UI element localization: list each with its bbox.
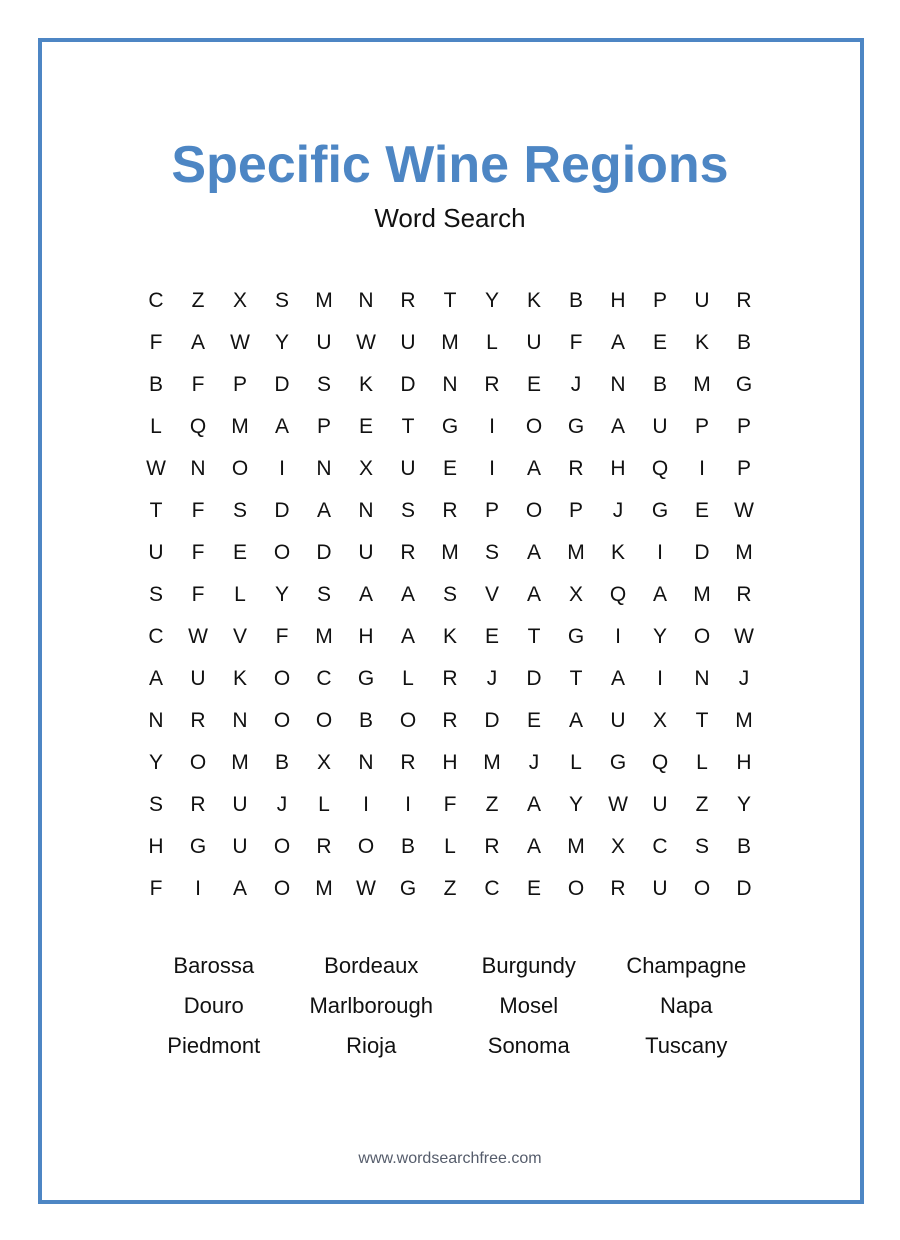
page-subtitle: Word Search — [374, 203, 526, 233]
grid-cell[interactable]: Y — [274, 583, 289, 606]
grid-cell[interactable]: Y — [274, 331, 289, 354]
grid-cell[interactable]: A — [610, 331, 625, 354]
grid-cell[interactable]: N — [358, 289, 374, 312]
grid-cell[interactable]: E — [526, 709, 541, 732]
grid-cell[interactable]: C — [484, 877, 500, 900]
grid-cell[interactable]: Y — [148, 751, 163, 774]
grid-cell[interactable]: N — [358, 499, 374, 522]
grid-cell[interactable]: L — [486, 331, 498, 354]
grid-cell[interactable]: S — [316, 373, 331, 396]
grid-cell[interactable]: Y — [568, 793, 583, 816]
grid-cell[interactable]: X — [358, 457, 373, 480]
grid-cell[interactable]: R — [442, 667, 458, 690]
grid-cell[interactable]: F — [443, 793, 457, 816]
grid-cell[interactable]: P — [568, 499, 583, 522]
grid-cell[interactable]: U — [526, 331, 542, 354]
grid-cell[interactable]: C — [652, 835, 668, 858]
grid-cell[interactable]: J — [528, 751, 540, 774]
word-list-item: Mosel — [499, 993, 559, 1018]
grid-cell[interactable]: E — [442, 457, 457, 480]
grid-cell[interactable]: G — [567, 625, 585, 648]
grid-cell[interactable]: N — [358, 751, 374, 774]
grid-cell[interactable]: M — [231, 751, 249, 774]
grid-cell[interactable]: N — [694, 667, 710, 690]
grid-cell[interactable]: H — [148, 835, 164, 858]
grid-cell[interactable]: G — [399, 877, 417, 900]
grid-cell[interactable]: I — [489, 457, 495, 480]
grid-cell[interactable]: U — [190, 667, 206, 690]
grid-cell[interactable]: W — [230, 331, 250, 354]
grid-cell[interactable]: C — [148, 289, 164, 312]
grid-cell[interactable]: M — [441, 541, 459, 564]
grid-cell[interactable]: Q — [189, 415, 207, 438]
grid-cell[interactable]: G — [567, 415, 585, 438]
grid-cell[interactable]: S — [484, 541, 499, 564]
grid-cell[interactable]: U — [400, 457, 416, 480]
grid-cell[interactable]: S — [316, 583, 331, 606]
grid-cell[interactable]: F — [191, 499, 205, 522]
grid-cell[interactable]: U — [610, 709, 626, 732]
grid-cell[interactable]: J — [276, 793, 288, 816]
grid-cell[interactable]: W — [146, 457, 166, 480]
grid-cell[interactable]: D — [484, 709, 500, 732]
grid-cell[interactable]: K — [694, 331, 709, 354]
grid-cell[interactable]: S — [148, 793, 163, 816]
grid-cell[interactable]: X — [610, 835, 625, 858]
grid-cell[interactable]: C — [148, 625, 164, 648]
grid-cell[interactable]: E — [232, 541, 247, 564]
grid-cell[interactable]: A — [190, 331, 205, 354]
grid-cell[interactable]: I — [279, 457, 285, 480]
grid-row — [135, 784, 765, 826]
grid-cell[interactable]: W — [608, 793, 628, 816]
grid-cell[interactable]: T — [149, 499, 163, 522]
grid-cell[interactable]: A — [148, 667, 163, 690]
grid-cell[interactable]: E — [694, 499, 709, 522]
grid-cell[interactable]: H — [610, 289, 626, 312]
grid-cell[interactable]: B — [148, 373, 163, 396]
grid-cell[interactable]: U — [358, 541, 374, 564]
grid-cell[interactable]: B — [400, 835, 415, 858]
grid-cell[interactable]: L — [234, 583, 246, 606]
grid-cell[interactable]: O — [273, 877, 291, 900]
grid-cell[interactable]: A — [652, 583, 667, 606]
grid-cell[interactable]: C — [316, 667, 332, 690]
grid-cell[interactable]: S — [694, 835, 709, 858]
grid-cell[interactable]: D — [274, 373, 290, 396]
grid-cell[interactable]: M — [693, 373, 711, 396]
grid-cell[interactable]: V — [232, 625, 247, 648]
grid-cell[interactable]: S — [148, 583, 163, 606]
grid-cell[interactable]: H — [610, 457, 626, 480]
grid-cell[interactable]: U — [148, 541, 164, 564]
grid-cell[interactable]: D — [316, 541, 332, 564]
grid-cell[interactable]: N — [190, 457, 206, 480]
grid-cell[interactable]: I — [657, 667, 663, 690]
grid-cell[interactable]: I — [657, 541, 663, 564]
grid-cell[interactable]: G — [609, 751, 627, 774]
grid-cell[interactable]: A — [526, 793, 541, 816]
grid-cell[interactable]: H — [358, 625, 374, 648]
grid-cell[interactable]: E — [358, 415, 373, 438]
grid-row — [135, 280, 765, 322]
grid-cell[interactable]: B — [274, 751, 289, 774]
grid-cell[interactable]: M — [693, 583, 711, 606]
word-list-item: Burgundy — [481, 953, 576, 978]
grid-cell[interactable]: O — [273, 709, 291, 732]
grid-cell[interactable]: H — [442, 751, 458, 774]
grid-cell[interactable]: P — [694, 415, 709, 438]
grid-cell[interactable]: Z — [695, 793, 709, 816]
grid-cell[interactable]: O — [399, 709, 417, 732]
grid-cell[interactable]: A — [400, 583, 415, 606]
grid-cell[interactable]: O — [693, 625, 711, 648]
grid-cell[interactable]: A — [526, 835, 541, 858]
grid-cell[interactable]: Y — [652, 625, 667, 648]
grid-cell[interactable]: A — [526, 457, 541, 480]
grid-cell[interactable]: P — [316, 415, 331, 438]
grid-cell[interactable]: K — [442, 625, 457, 648]
grid-cell[interactable]: P — [652, 289, 667, 312]
grid-cell[interactable]: Y — [484, 289, 499, 312]
grid-cell[interactable]: B — [736, 331, 751, 354]
grid-cell[interactable]: D — [694, 541, 710, 564]
grid-cell[interactable]: U — [694, 289, 710, 312]
grid-cell[interactable]: K — [232, 667, 247, 690]
grid-cell[interactable]: U — [652, 793, 668, 816]
grid-cell[interactable]: A — [274, 415, 289, 438]
word-list-item: Champagne — [626, 953, 747, 978]
grid-cell[interactable]: Z — [191, 289, 205, 312]
grid-cell[interactable]: I — [699, 457, 705, 480]
grid-cell[interactable]: F — [191, 583, 205, 606]
grid-cell[interactable]: Y — [736, 793, 751, 816]
word-list-item: Napa — [659, 993, 713, 1018]
grid-cell[interactable]: F — [275, 625, 289, 648]
grid-cell[interactable]: W — [734, 625, 754, 648]
footer-url[interactable]: www.wordsearchfree.com — [358, 1150, 542, 1167]
grid-cell[interactable]: F — [569, 331, 583, 354]
grid-cell[interactable]: M — [483, 751, 501, 774]
grid-cell[interactable]: F — [149, 331, 163, 354]
grid-cell[interactable]: P — [484, 499, 499, 522]
word-list-item: Bordeaux — [324, 953, 419, 978]
grid-cell[interactable]: O — [693, 877, 711, 900]
grid-cell[interactable]: G — [651, 499, 669, 522]
grid-cell[interactable]: A — [526, 583, 541, 606]
grid-cell[interactable]: A — [568, 709, 583, 732]
grid-cell[interactable]: E — [652, 331, 667, 354]
grid-cell[interactable]: A — [526, 541, 541, 564]
grid-row — [135, 700, 765, 742]
grid-cell[interactable]: U — [232, 793, 248, 816]
grid-cell[interactable]: X — [232, 289, 247, 312]
grid-cell[interactable]: M — [315, 289, 333, 312]
grid-cell[interactable]: I — [405, 793, 411, 816]
grid-cell[interactable]: T — [695, 709, 709, 732]
grid-cell[interactable]: M — [315, 877, 333, 900]
grid-cell[interactable]: A — [316, 499, 331, 522]
grid-cell[interactable]: L — [696, 751, 708, 774]
grid-cell[interactable]: N — [148, 709, 164, 732]
grid-cell[interactable]: T — [401, 415, 415, 438]
grid-cell[interactable]: M — [231, 415, 249, 438]
grid-cell[interactable]: R — [400, 289, 416, 312]
grid-cell[interactable]: N — [610, 373, 626, 396]
grid-cell[interactable]: Q — [651, 457, 669, 480]
grid-row — [135, 322, 765, 364]
grid-row — [135, 616, 765, 658]
grid-row — [135, 658, 765, 700]
grid-row — [135, 364, 765, 406]
grid-cell[interactable]: R — [400, 751, 416, 774]
grid-cell[interactable]: U — [652, 877, 668, 900]
grid-cell[interactable]: O — [315, 709, 333, 732]
grid-cell[interactable]: R — [442, 709, 458, 732]
grid-cell[interactable]: N — [232, 709, 248, 732]
grid-cell[interactable]: F — [149, 877, 163, 900]
grid-cell[interactable]: K — [526, 289, 541, 312]
grid-cell[interactable]: Z — [443, 877, 457, 900]
grid-cell[interactable]: O — [567, 877, 585, 900]
grid-cell[interactable]: O — [273, 835, 291, 858]
grid-cell[interactable]: B — [652, 373, 667, 396]
grid-cell[interactable]: S — [232, 499, 247, 522]
word-list-item: Piedmont — [167, 1033, 261, 1058]
grid-cell[interactable]: W — [734, 499, 754, 522]
grid-cell[interactable]: L — [150, 415, 162, 438]
grid-cell[interactable]: M — [735, 541, 753, 564]
grid-cell[interactable]: O — [273, 667, 291, 690]
grid-cell[interactable]: X — [316, 751, 331, 774]
word-list — [135, 950, 765, 1061]
word-list-item: Douro — [183, 993, 244, 1018]
grid-cell[interactable]: M — [567, 541, 585, 564]
grid-cell[interactable]: Q — [651, 751, 669, 774]
grid-cell[interactable]: D — [736, 877, 752, 900]
word-list-item: Rioja — [346, 1033, 397, 1058]
grid-cell[interactable]: U — [316, 331, 332, 354]
grid-cell[interactable]: A — [232, 877, 247, 900]
grid-cell[interactable]: I — [615, 625, 621, 648]
grid-cell[interactable]: L — [570, 751, 582, 774]
grid-cell[interactable]: N — [442, 373, 458, 396]
grid-cell[interactable]: A — [358, 583, 373, 606]
grid-row — [135, 532, 765, 574]
grid-cell[interactable]: J — [612, 499, 624, 522]
grid-cell[interactable]: M — [315, 625, 333, 648]
grid-cell[interactable]: W — [188, 625, 208, 648]
grid-cell[interactable]: P — [232, 373, 247, 396]
grid-cell[interactable]: A — [610, 415, 625, 438]
grid-cell[interactable]: R — [442, 499, 458, 522]
grid-cell[interactable]: U — [652, 415, 668, 438]
grid-cell[interactable]: R — [610, 877, 626, 900]
grid-cell[interactable]: D — [526, 667, 542, 690]
grid-cell[interactable]: S — [442, 583, 457, 606]
grid-cell[interactable]: R — [400, 541, 416, 564]
grid-cell[interactable]: O — [357, 835, 375, 858]
grid-row — [135, 826, 765, 868]
grid-cell[interactable]: R — [568, 457, 584, 480]
grid-cell[interactable]: A — [400, 625, 415, 648]
grid-cell[interactable]: I — [195, 877, 201, 900]
grid-cell[interactable]: G — [357, 667, 375, 690]
grid-cell[interactable]: R — [736, 583, 752, 606]
grid-cell[interactable]: M — [735, 709, 753, 732]
grid-cell[interactable]: U — [232, 835, 248, 858]
word-list-item: Barossa — [173, 953, 255, 978]
word-list-item: Tuscany — [645, 1033, 728, 1058]
grid-cell[interactable]: I — [489, 415, 495, 438]
grid-cell[interactable]: A — [610, 667, 625, 690]
word-list-item: Sonoma — [487, 1033, 570, 1058]
grid-cell[interactable]: T — [527, 625, 541, 648]
grid-cell[interactable]: E — [484, 625, 499, 648]
grid-cell[interactable]: U — [400, 331, 416, 354]
page-title: Specific Wine Regions — [171, 136, 729, 194]
grid-cell[interactable]: J — [486, 667, 498, 690]
grid-cell[interactable]: L — [402, 667, 414, 690]
grid-cell[interactable]: G — [735, 373, 753, 396]
grid-cell[interactable]: O — [231, 457, 249, 480]
grid-cell[interactable]: B — [568, 289, 583, 312]
grid-cell[interactable]: D — [274, 499, 290, 522]
grid-cell[interactable]: O — [525, 415, 543, 438]
grid-cell[interactable]: W — [356, 877, 376, 900]
grid-cell[interactable]: T — [569, 667, 583, 690]
grid-cell[interactable]: O — [525, 499, 543, 522]
grid-cell[interactable]: P — [736, 415, 751, 438]
grid-cell[interactable]: Z — [485, 793, 499, 816]
grid-cell[interactable]: V — [484, 583, 499, 606]
grid-cell[interactable]: B — [358, 709, 373, 732]
grid-cell[interactable]: K — [610, 541, 625, 564]
grid-cell[interactable]: S — [274, 289, 289, 312]
grid-row — [135, 574, 765, 616]
grid-cell[interactable]: I — [363, 793, 369, 816]
grid-cell[interactable]: O — [273, 541, 291, 564]
grid-cell[interactable]: M — [441, 331, 459, 354]
grid-cell[interactable]: P — [736, 457, 751, 480]
grid-cell[interactable]: E — [526, 877, 541, 900]
grid-row — [135, 868, 765, 910]
word-list-item: Marlborough — [309, 993, 433, 1018]
grid-cell[interactable]: N — [316, 457, 332, 480]
grid-cell[interactable]: S — [400, 499, 415, 522]
grid-cell[interactable]: J — [738, 667, 750, 690]
grid-cell[interactable]: R — [484, 373, 500, 396]
grid-cell[interactable]: W — [356, 331, 376, 354]
grid-cell[interactable]: L — [318, 793, 330, 816]
grid-cell[interactable]: Q — [609, 583, 627, 606]
grid-cell[interactable]: D — [400, 373, 416, 396]
grid-cell[interactable]: X — [652, 709, 667, 732]
grid-cell[interactable]: B — [736, 835, 751, 858]
grid-row — [135, 448, 765, 490]
grid-row — [135, 406, 765, 448]
grid-cell[interactable]: R — [736, 289, 752, 312]
grid-cell[interactable]: R — [484, 835, 500, 858]
grid-cell[interactable]: L — [444, 835, 456, 858]
grid-cell[interactable]: T — [443, 289, 457, 312]
grid-row — [135, 490, 765, 532]
letter-grid — [135, 280, 765, 910]
grid-cell[interactable]: K — [358, 373, 373, 396]
grid-cell[interactable]: X — [568, 583, 583, 606]
grid-cell[interactable]: G — [189, 835, 207, 858]
grid-cell[interactable]: H — [736, 751, 752, 774]
grid-cell[interactable]: R — [190, 793, 206, 816]
grid-cell[interactable]: F — [191, 373, 205, 396]
grid-cell[interactable]: J — [570, 373, 582, 396]
grid-cell[interactable]: R — [316, 835, 332, 858]
grid-cell[interactable]: E — [526, 373, 541, 396]
grid-cell[interactable]: R — [190, 709, 206, 732]
grid-cell[interactable]: G — [441, 415, 459, 438]
grid-cell[interactable]: F — [191, 541, 205, 564]
grid-cell[interactable]: O — [189, 751, 207, 774]
grid-cell[interactable]: M — [567, 835, 585, 858]
grid-row — [135, 742, 765, 784]
